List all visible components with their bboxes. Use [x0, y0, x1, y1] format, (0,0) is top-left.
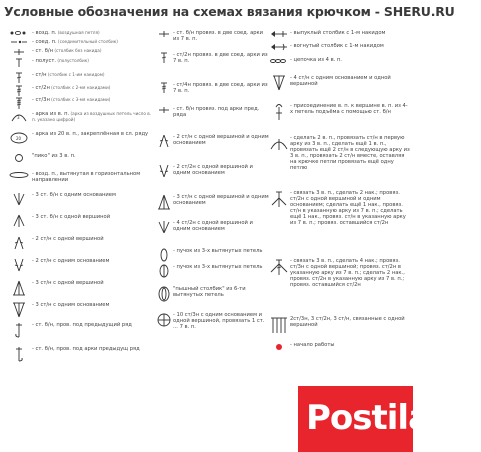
- legend-row: [6, 346, 156, 368]
- vee-icon: [6, 236, 32, 250]
- loop-icon: [268, 103, 290, 121]
- circle-icon: [155, 312, 173, 328]
- legend-row: [268, 342, 410, 352]
- legend-note: (столбик без накида): [53, 48, 102, 53]
- dot-icon: [268, 342, 290, 352]
- plus-icon: [155, 30, 173, 38]
- legend-row: [268, 75, 410, 103]
- legend-row: [6, 192, 156, 214]
- legend-row: [268, 258, 410, 316]
- legend-label: - 4 ст/2н с одной вершиной и одним основанием: [173, 220, 253, 232]
- legend-label: - 2 ст/н с одним основанием: [32, 258, 110, 264]
- dots-icon: [6, 30, 32, 36]
- hook-icon: [6, 322, 32, 338]
- arrows-icon: [268, 30, 290, 38]
- fan3-icon: [6, 280, 32, 296]
- legend-row: [268, 190, 410, 258]
- legend-label: - 3 ст. б/н с одним основанием: [32, 192, 116, 198]
- legend-row: [155, 220, 270, 248]
- legend-note: (арка из воздушных петель число в. п. указано цифрой): [32, 111, 152, 122]
- puff-icon: [155, 286, 173, 302]
- legend-label: - соед. п. (соединительный столбик): [32, 39, 118, 45]
- legend-label: - пучок из 3-х вытянутых петель: [173, 264, 263, 270]
- legend-row: [155, 82, 270, 106]
- vee2-icon: [6, 258, 32, 272]
- t-icon: [155, 52, 173, 64]
- plus-icon: [155, 106, 173, 114]
- legend-label: - ст/н (столбик с 1-им накидом): [32, 72, 105, 78]
- legend-row: [6, 153, 156, 171]
- legend-label: - возд. п., вытянутая в горизонтальном направлении: [32, 171, 141, 183]
- legend-row: [6, 72, 156, 85]
- legend-label: "пышный столбик" из 6-ти вытянутых петель: [173, 286, 246, 298]
- tripod2-icon: [268, 258, 290, 276]
- legend-label: - связать 3 в. п., сделать 4 нак.; провяз. ст/3н с одной вершиной; провяз. ст/2н в указанную арку из 7 в. п.; сделать 2 нак., провяз. ст/2н в указанную арку из 7 в. п.; провяз. оставшийся ст/2н: [290, 258, 405, 288]
- legend-row: [155, 134, 270, 164]
- legend-label: - возд. п. (воздушная петля): [32, 30, 100, 36]
- legend-label: - ст. б/н (столбик без накида): [32, 48, 102, 54]
- arch2-icon: [268, 135, 290, 151]
- legend-row: [155, 194, 270, 220]
- plus-icon: [6, 48, 32, 56]
- oval2-icon: [155, 264, 173, 278]
- t2-icon: [155, 82, 173, 94]
- legend-row: [155, 248, 270, 264]
- fan-icon: [6, 192, 32, 206]
- fan3-icon: [155, 194, 173, 210]
- legend-label: - ст. б/н провяз. в две соед. арки из 7 в. п.: [173, 30, 264, 42]
- svg-text:20: 20: [16, 136, 22, 141]
- legend-label: - присоединение в. п. к вершине в. п. из 4-х петель подъёма с помощью ст. б/н: [290, 103, 408, 115]
- legend-label: - полуст. (полустолбик): [32, 58, 89, 64]
- t-icon: [6, 72, 32, 84]
- legend-label: - 3 ст/н с одной вершиной и одним основанием: [173, 194, 269, 206]
- watermark-text: Postila.ru: [306, 398, 481, 438]
- legend-label: - цепочка из 4 в. п.: [290, 57, 342, 63]
- legend-row: [6, 58, 156, 72]
- legend-row: [268, 57, 410, 75]
- arch-icon: [6, 111, 32, 123]
- legend-row: [155, 264, 270, 286]
- oval-icon: [155, 248, 173, 262]
- legend-label: - 10 ст/3н с одним основанием и одной вершиной, провязать 1 ст. ... 7 в. п.: [173, 312, 265, 330]
- legend-label: - выпуклый столбик с 1-м накидом: [290, 30, 386, 36]
- picot-icon: [6, 153, 32, 163]
- leaf-icon: [6, 171, 32, 179]
- pair-icon: [268, 316, 290, 334]
- legend-row: [155, 286, 270, 312]
- legend-row: [155, 30, 270, 52]
- legend-note: (столбик с 2-мя накидами): [49, 85, 111, 90]
- legend-label: - ст. б/н, пров. под предыдущий ряд: [32, 322, 132, 328]
- legend-label: - 3 ст/н с одной вершиной: [32, 280, 104, 286]
- legend-note: (полустолбик): [56, 58, 89, 63]
- vee2-icon: [155, 164, 173, 178]
- cross-icon: [6, 58, 32, 68]
- t3-icon: [6, 97, 32, 110]
- legend-column-3: [268, 30, 410, 352]
- legend-row: [6, 280, 156, 302]
- legend-row: [6, 85, 156, 97]
- legend-row: [268, 30, 410, 43]
- arrows2-icon: [268, 43, 290, 51]
- legend-label: - ст/2н провяз. в две соед. арки из 7 в. п.: [173, 52, 268, 64]
- page-title: Условные обозначения на схемах вязания крючком - SHERU.RU: [4, 4, 455, 19]
- legend-row: [6, 111, 156, 131]
- legend-row: [6, 258, 156, 280]
- legend-note: (воздушная петля): [56, 30, 100, 35]
- legend-label: - 2 ст/2н с одной вершиной и одним основанием: [173, 164, 253, 176]
- legend-label: - ст/2н (столбик с 2-мя накидами): [32, 85, 111, 91]
- legend-label: - ст. б/н провяз. под арки пред. ряда: [173, 106, 260, 118]
- legend-label: - начало работы: [290, 342, 335, 348]
- legend-label: - ст. б/н, пров. под арки предыдущ ряд: [32, 346, 140, 352]
- legend-row: [268, 103, 410, 135]
- chain-icon: [268, 57, 290, 65]
- legend-row: [6, 30, 156, 39]
- vee-icon: [155, 134, 173, 148]
- legend-row: [6, 322, 156, 346]
- legend-label: - связать 3 в. п., сделать 2 нак.; провяз. ст/2н с одной вершиной и одним основанием; сделать ещё 1 нак., провяз. ст/н в указанную арку из 7 в. п.; сделать ещё 1 нак., провяз. ст/н в указанную арку из 7 в. п.; провяз. оставшийся ст/2н: [290, 190, 406, 226]
- legend-column-2: [155, 30, 270, 352]
- legend-row: [155, 52, 270, 82]
- fan4-icon: [6, 302, 32, 318]
- fan2-icon: [6, 214, 32, 228]
- tripod-icon: [268, 190, 290, 208]
- legend-label: - 4 ст/н с одним основанием и одной вершиной: [290, 75, 391, 87]
- legend-label: "пико" из 3 в. п.: [32, 153, 76, 159]
- legend-row: [6, 171, 156, 192]
- legend-note: (соединительный столбик): [56, 39, 118, 44]
- legend-row: [268, 316, 410, 342]
- legend-label: - арка из в. п. (арка из воздушных петель число в. п. указано цифрой): [32, 111, 152, 122]
- legend-column-1: [6, 30, 156, 368]
- postila-watermark-banner[interactable]: [298, 386, 481, 452]
- legend-label: - 2 ст/н с одной вершиной: [32, 236, 104, 242]
- legend-label: - пучок из 3-х вытянутых петель: [173, 248, 263, 254]
- fan-icon: [155, 220, 173, 234]
- legend-note: (столбик с 3-мя накидами): [49, 97, 111, 102]
- legend-note: (столбик с 1-им накидом): [46, 72, 105, 77]
- legend-label: - 3 ст/н с одним основанием: [32, 302, 110, 308]
- legend-label: - ст/3н (столбик с 3-мя накидами): [32, 97, 111, 103]
- legend-row: [6, 131, 156, 153]
- legend-row: [6, 97, 156, 111]
- legend-row: [155, 106, 270, 134]
- legend-label: - арка из 20 в. п., закреплённая в сл. ряду: [32, 131, 149, 137]
- legend-row: [6, 302, 156, 322]
- legend-row: [6, 236, 156, 258]
- legend-row: [6, 214, 156, 236]
- legend-row: [155, 164, 270, 194]
- fan4-icon: [268, 75, 290, 91]
- legend-label: - сделать 2 в. п., провязать ст/н в первую арку из 3 в. п., сделать ещё 1 в. п., провязать ещё 2 ст/н в следующую арку из 3 в. п., провязать 2 ст/н вместе, оставляя на крючке петли провязать ещё одну петлю: [290, 135, 410, 171]
- legend-label: - вогнутый столбик с 1-м накидом: [290, 43, 384, 49]
- legend-row: [6, 48, 156, 58]
- legend-row: [268, 135, 410, 190]
- svg-text:3: 3: [17, 115, 20, 120]
- legend-row: [268, 43, 410, 57]
- legend-row: [155, 312, 270, 352]
- hook2-icon: [6, 346, 32, 362]
- legend-label: - ст/4н провяз. в две соед. арки из 7 в. п.: [173, 82, 268, 94]
- legend-label: - 2 ст/н с одной вершиной и одним основанием: [173, 134, 269, 146]
- legend-label: - 3 ст. б/н с одной вершиной: [32, 214, 111, 220]
- legend-row: [6, 39, 156, 48]
- dash-icon: [6, 39, 32, 45]
- legend-label: 2ст/3н, 3 ст/2н, 3 ст/н, связанные с одной вершиной: [290, 316, 405, 328]
- t2-icon: [6, 85, 32, 97]
- ellipse-icon: [6, 131, 32, 145]
